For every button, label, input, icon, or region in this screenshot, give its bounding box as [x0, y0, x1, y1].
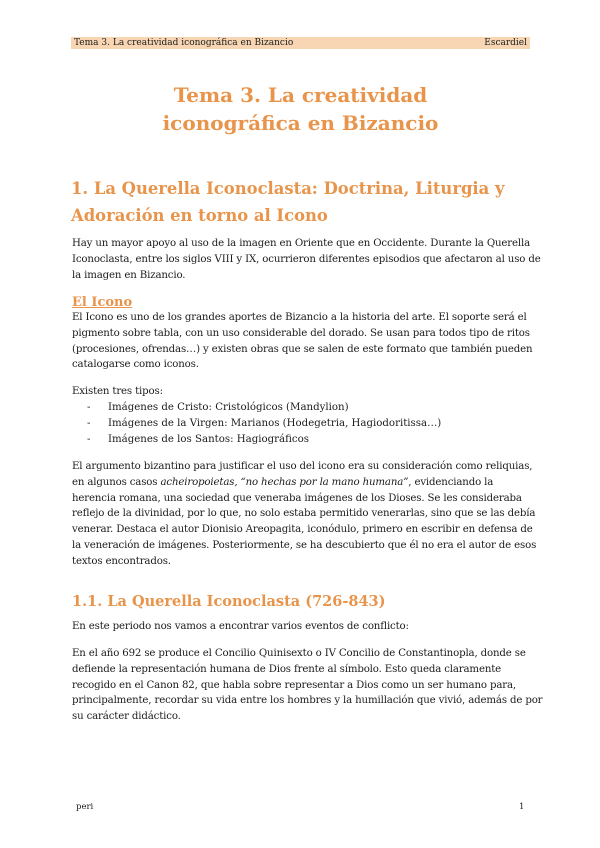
text-line: El Icono es uno de los grandes aportes de Bizancio a la historia del arte. El soporte será el	[72, 312, 527, 323]
heading-line: 1. La Querella Iconoclasta: Doctrina, Liturgia y	[71, 179, 505, 198]
title-line: iconográfica en Bizancio	[162, 111, 439, 135]
argument-paragraph	[72, 459, 537, 570]
text-line: Iconoclasta, entre los siglos VIII y IX, ocurrieron diferentes episodios que afectaron al uso de	[72, 253, 541, 265]
text-line: herencia romana, una sociedad que veneraba imágenes de los Dioses. Se les consideraba	[72, 492, 522, 504]
text-fragment: , evidenciando la	[408, 476, 494, 488]
text-line: catalogarse como iconos.	[72, 359, 199, 371]
text-line: El argumento bizantino para justificar el uso del icono era su consideración como reliquias,	[72, 461, 533, 472]
title-line: Tema 3. La creatividad	[173, 83, 428, 107]
list-item: - Imágenes de los Santos: Hagiográficos	[87, 433, 309, 445]
section-heading-1	[71, 175, 530, 229]
icono-subheading: El Icono	[72, 295, 133, 310]
text-line: Hay un mayor apoyo al uso de la imagen en Oriente que en Occidente. Durante la Querella	[72, 238, 531, 249]
text-line: pigmento sobre tabla, con un uso considerable del dorado. Se usan para todos tipo de ritos	[72, 327, 530, 339]
period-intro	[72, 619, 532, 635]
list-item-text: Imágenes de la Virgen: Marianos (Hodegetria, Hagiodoritissa…)	[108, 417, 442, 429]
document-title	[71, 81, 530, 137]
types-intro	[72, 384, 532, 400]
text-line: la veneración de imágenes. Posteriormente, se ha descubierto que él no era el autor de esos	[72, 539, 537, 551]
running-header	[71, 37, 530, 49]
list-item-text: Imágenes de los Santos: Hagiográficos	[108, 433, 309, 445]
list-item: - Imágenes de Cristo: Cristológicos (Mandylion)	[87, 402, 349, 413]
text-line: En este periodo nos vamos a encontrar varios eventos de conflicto:	[72, 621, 409, 632]
heading-line: Adoración en torno al Icono	[71, 206, 328, 225]
footer-text: peri	[76, 802, 94, 812]
text-line	[72, 475, 532, 491]
text-fragment: en algunos casos	[72, 476, 161, 488]
text-line: principalmente, recordar su vida entre los hombres y la humillación que vivió, además de por	[72, 695, 543, 707]
text-line: venerar. Destaca el autor Dionisio Areopagita, iconódulo, primero en escribir en defensa de	[72, 524, 533, 536]
list-item-text: Imágenes de Cristo: Cristológicos (Mandylion)	[108, 402, 349, 413]
text-line: reflejo de la divinidad, por lo que, no solo estaba permitido venerarlas, sino que se las debía	[72, 508, 536, 520]
text-line: textos encontrados.	[72, 555, 171, 567]
intro-paragraph	[72, 236, 541, 283]
text-line: (procesiones, ofrendas…) y existen obras que se salen de este formato que también pueden	[72, 343, 533, 355]
italic-quote: acheiropoietas, “no hechas por la mano humana”	[160, 476, 409, 488]
list-item: - Imágenes de la Virgen: Marianos (Hodegetria, Hagiodoritissa…)	[87, 417, 442, 429]
page-number: 1	[519, 802, 525, 812]
concilio-paragraph	[72, 646, 543, 725]
section-heading-1-1: 1.1. La Querella Iconoclasta (726-843)	[72, 593, 386, 610]
text-line: recogido en el Canon 82, que habla sobre representar a Dios como un ser humano para,	[72, 679, 516, 691]
text-line: su carácter didáctico.	[72, 711, 181, 723]
header-author: Escardiel	[484, 38, 527, 48]
text-line: la imagen en Bizancio.	[72, 269, 186, 281]
icono-paragraph	[72, 310, 532, 373]
text-line: En el año 692 se produce el Concilio Quinisexto o IV Concilio de Constantinopla, donde se	[72, 648, 526, 659]
types-list	[87, 400, 441, 447]
text-line: Existen tres tipos:	[72, 386, 163, 397]
text-line: defiende la representación humana de Dios frente al símbolo. Esto queda claramente	[72, 663, 502, 675]
header-title: Tema 3. La creatividad iconográfica en Bizancio	[74, 38, 294, 48]
